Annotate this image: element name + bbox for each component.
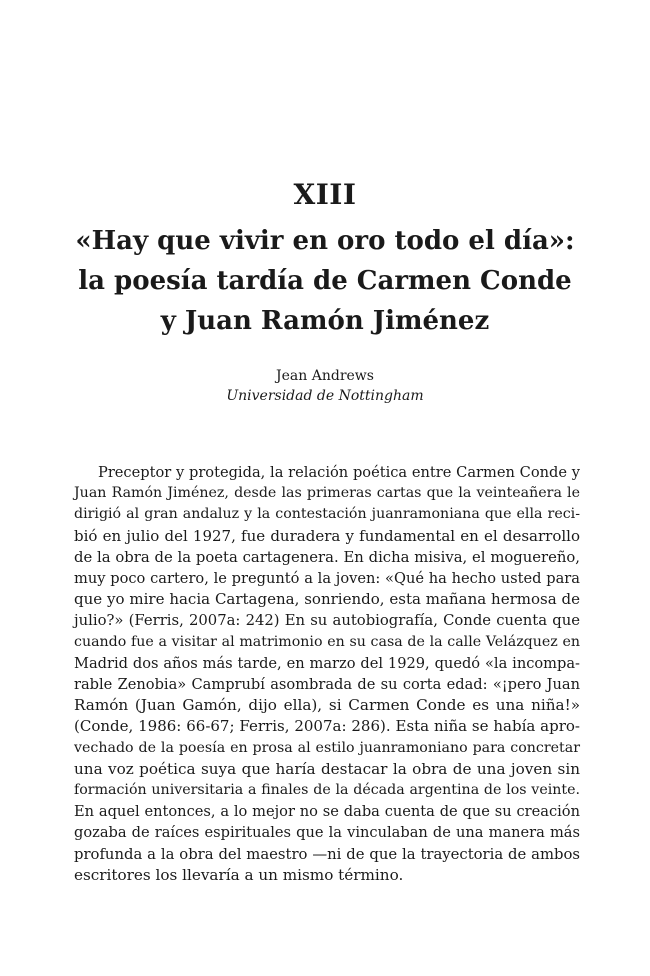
body-paragraph bbox=[74, 462, 580, 886]
paragraph-line: bió en julio del 1927, fue duradera y fundamental en el desarrollo bbox=[74, 526, 580, 545]
chapter-title-line: «Hay que vivir en oro todo el día»: bbox=[75, 226, 575, 256]
paragraph-line: Madrid dos años más tarde, en marzo del 1929, quedó «la incompa- bbox=[74, 654, 580, 672]
paragraph-line: escritores los llevaría a un mismo término. bbox=[74, 865, 404, 884]
paragraph-line: cuando fue a visitar al matrimonio en su casa de la calle Velázquez en bbox=[74, 633, 580, 650]
paragraph-line: rable Zenobia» Camprubí asombrada de su corta edad: «¡pero Juan bbox=[74, 676, 580, 694]
chapter-number: XIII bbox=[293, 178, 357, 211]
paragraph-line: Preceptor y protegida, la relación poética entre Carmen Conde y bbox=[98, 464, 580, 481]
paragraph-line: Juan Ramón Jiménez, desde las primeras cartas que la veinteañera le bbox=[74, 485, 580, 502]
paragraph-line: de la obra de la poeta cartagenera. En dicha misiva, el moguereño, bbox=[74, 548, 580, 566]
paragraph-line: Ramón (Juan Gamón, dijo ella), si Carmen Conde es una niña!» bbox=[74, 696, 580, 715]
paragraph-line: muy poco cartero, le preguntó a la joven: «Qué ha hecho usted para bbox=[74, 570, 580, 588]
paragraph-line: profunda a la obra del maestro —ni de que la trayectoria de ambos bbox=[74, 845, 580, 863]
paragraph-line: que yo mire hacia Cartagena, sonriendo, esta mañana hermosa de bbox=[74, 590, 580, 609]
paragraph-line: vechado de la poesía en prosa al estilo juanramoniano para concretar bbox=[74, 739, 580, 756]
chapter-title bbox=[40, 221, 610, 341]
paragraph-line: una voz poética suya que haría destacar la obra de una joven sin bbox=[74, 759, 580, 778]
paragraph-line: En aquel entonces, a lo mejor no se daba cuenta de que su creación bbox=[74, 803, 580, 821]
author-affiliation: Universidad de Nottingham bbox=[226, 388, 424, 404]
paragraph-line: formación universitaria a finales de la década argentina de los veinte. bbox=[74, 782, 580, 799]
author-name: Jean Andrews bbox=[276, 368, 374, 384]
paragraph-line: julio?» (Ferris, 2007a: 242) En su autobiografía, Conde cuenta que bbox=[74, 612, 580, 630]
paragraph-line: dirigió al gran andaluz y la contestación juanramoniana que ella reci- bbox=[74, 506, 580, 523]
chapter-title-line: la poesía tardía de Carmen Conde bbox=[78, 266, 572, 296]
chapter-title-line: y Juan Ramón Jiménez bbox=[160, 306, 490, 336]
paragraph-line: gozaba de raíces espirituales que la vinculaban de una manera más bbox=[74, 824, 580, 842]
paragraph-line: (Conde, 1986: 66-67; Ferris, 2007a: 286). Esta niña se había apro- bbox=[74, 717, 580, 736]
